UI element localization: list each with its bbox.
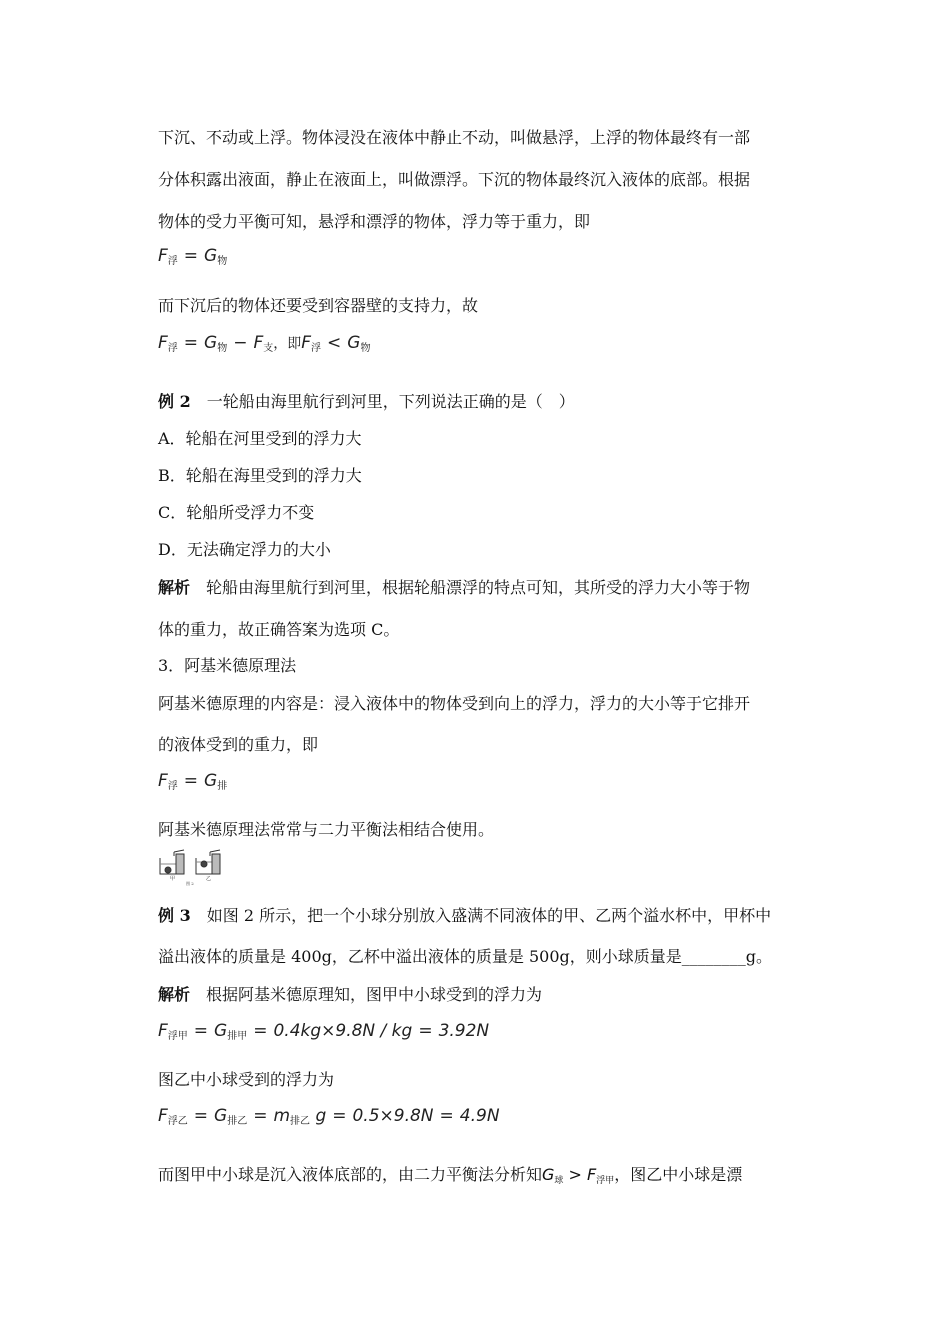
analysis-label: 解析: [158, 578, 191, 597]
cup-a-icon: [160, 850, 184, 874]
option-a: A．轮船在河里受到的浮力大: [158, 429, 362, 448]
figure-2-overflow-cups: [158, 848, 228, 886]
example-label: 例 3: [158, 906, 191, 925]
formula-buoyancy-a: $F_{浮甲} = G_{排甲} = 0.4kg\times 9.8N$ / kg = 3.92N: [158, 1021, 490, 1042]
option-c: C．轮船所受浮力不变: [158, 503, 315, 522]
paragraph-line: 而下沉后的物体还要受到容器壁的支持力，故: [158, 296, 479, 315]
formula-float-equals-weight: $F_浮 = G_物$: [158, 246, 228, 267]
cup-b-label: 乙: [206, 876, 212, 882]
option-d: D．无法确定浮力的大小: [158, 540, 331, 559]
formula-archimedes: $F_浮 = G_排$: [158, 771, 228, 792]
cup-a-label: 甲: [170, 876, 176, 882]
paragraph-line: 下沉、不动或上浮。物体浸没在液体中静止不动，叫做悬浮，上浮的物体最终有一部: [158, 128, 751, 147]
paragraph-line: 的液体受到的重力，即: [158, 735, 319, 754]
analysis-label: 解析: [158, 985, 191, 1004]
example-2-question: 例 2 一轮船由海里航行到河里，下列说法正确的是（ ）: [158, 392, 575, 411]
paragraph-line: 阿基米德原理法常常与二力平衡法相结合使用。: [158, 820, 495, 839]
paragraph-line: 物体的受力平衡可知，悬浮和漂浮的物体，浮力等于重力，即: [158, 212, 591, 231]
analysis-1: 解析 轮船由海里航行到河里，根据轮船漂浮的特点可知，其所受的浮力大小等于物: [158, 578, 751, 597]
section-heading: 3．阿基米德原理法: [158, 656, 297, 675]
cup-b-icon: [196, 850, 220, 874]
paragraph-line: 图乙中小球受到的浮力为: [158, 1070, 335, 1089]
inline-formula: $G_球 > F_{浮甲}$: [542, 1165, 615, 1186]
paragraph-line: 阿基米德原理的内容是：浸入液体中的物体受到向上的浮力，浮力的大小等于它排开: [158, 694, 751, 713]
paragraph-line: 溢出液体的质量是 400g，乙杯中溢出液体的质量是 500g，则小球质量是________g。: [158, 947, 772, 966]
paragraph-line: 体的重力，故正确答案为选项 C。: [158, 620, 400, 639]
example-label: 例 2: [158, 392, 191, 411]
analysis-2: 解析 根据阿基米德原理知，图甲中小球受到的浮力为: [158, 985, 543, 1004]
paragraph-line: 分体积露出液面，静止在液面上，叫做漂浮。下沉的物体最终沉入液体的底部。根据: [158, 170, 751, 189]
formula-sink-support: $F_浮 = G_物 - F_支$，即$F_浮 < G_物$: [158, 333, 371, 354]
option-b: B．轮船在海里受到的浮力大: [158, 466, 362, 485]
formula-buoyancy-b: $F_{浮乙} = G_{排乙} = m_{排乙}$ g = 0.5×9.8N = 4.9N: [158, 1106, 500, 1127]
figure-caption: 图 2: [186, 881, 194, 886]
paragraph-line-with-formula: 而图甲中小球是沉入液体底部的，由二力平衡法分析知$G_球 > F_{浮甲}$，图乙中小球是漂: [158, 1165, 743, 1186]
example-3-question: 例 3 如图 2 所示，把一个小球分别放入盛满不同液体的甲、乙两个溢水杯中，甲杯中: [158, 906, 772, 925]
